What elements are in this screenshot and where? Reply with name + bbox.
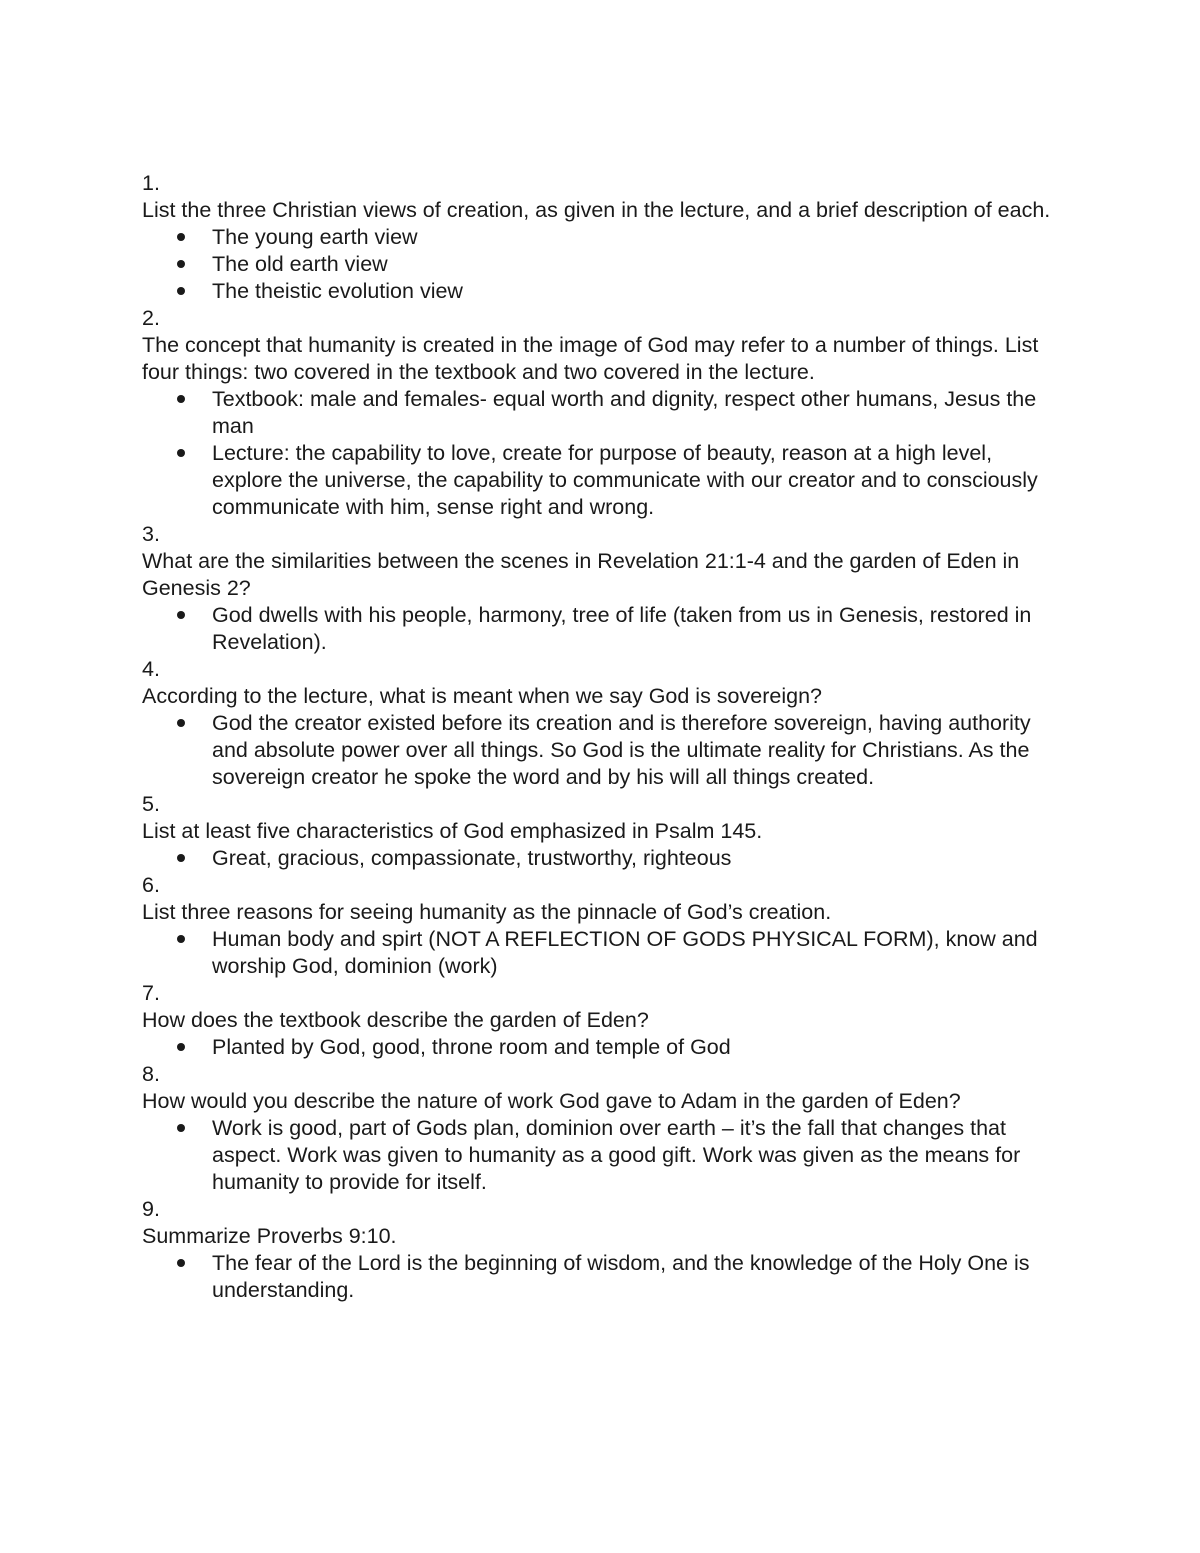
question-number: 6. [142, 873, 160, 897]
question-number: 8. [142, 1062, 160, 1086]
question-text: How does the textbook describe the garden of Eden? [142, 1008, 649, 1032]
answer-item [212, 1250, 1062, 1304]
question-text: The concept that humanity is created in the image of God may refer to a number of things. List four things: two covered in the textbook and two covered in the lecture. [142, 333, 1039, 384]
question-number: 7. [142, 981, 160, 1005]
question-5 [142, 791, 1062, 872]
answer-text: The young earth view [212, 225, 418, 249]
answer-item [212, 278, 1062, 305]
answer-list [142, 602, 1062, 656]
answer-item [212, 1115, 1062, 1196]
answer-text: Work is good, part of Gods plan, dominion over earth – it’s the fall that changes that aspect. Work was given to humanity as a good gift. Work was given as the means for humanity to provide for itself. [212, 1116, 1021, 1194]
question-number: 2. [142, 306, 160, 330]
question-text: List the three Christian views of creation, as given in the lecture, and a brief description of each. [142, 198, 1051, 222]
answer-text: Human body and spirt (NOT A REFLECTION OF GODS PHYSICAL FORM), know and worship God, dominion (work) [212, 927, 1038, 978]
answer-item [212, 251, 1062, 278]
question-number: 1. [142, 171, 160, 195]
question-number: 5. [142, 792, 160, 816]
answer-item [212, 386, 1062, 440]
answer-item [212, 710, 1062, 791]
question-text: List three reasons for seeing humanity as the pinnacle of God’s creation. [142, 900, 832, 924]
answer-list [142, 926, 1062, 980]
answer-list [142, 710, 1062, 791]
question-number: 3. [142, 522, 160, 546]
question-text: According to the lecture, what is meant when we say God is sovereign? [142, 684, 822, 708]
answer-list [142, 1250, 1062, 1304]
question-6 [142, 872, 1062, 980]
answer-text: Textbook: male and females- equal worth and dignity, respect other humans, Jesus the man [212, 387, 1037, 438]
answer-list [142, 386, 1062, 521]
answer-item [212, 845, 1062, 872]
question-7 [142, 980, 1062, 1061]
document-page [142, 170, 1062, 1304]
answer-text: God the creator existed before its creation and is therefore sovereign, having authority and absolute power over all things. So God is the ultimate reality for Christians. As the sovereign creator he spoke the word and by his will all things created. [212, 711, 1031, 789]
question-9 [142, 1196, 1062, 1304]
question-text: How would you describe the nature of work God gave to Adam in the garden of Eden? [142, 1089, 961, 1113]
question-8 [142, 1061, 1062, 1196]
answer-item [212, 602, 1062, 656]
answer-item [212, 1034, 1062, 1061]
question-text: What are the similarities between the scenes in Revelation 21:1-4 and the garden of Eden in Genesis 2? [142, 549, 1020, 600]
answer-item [212, 440, 1062, 521]
answer-list [142, 845, 1062, 872]
answer-text: Great, gracious, compassionate, trustworthy, righteous [212, 846, 732, 870]
question-number: 4. [142, 657, 160, 681]
question-text: List at least five characteristics of God emphasized in Psalm 145. [142, 819, 763, 843]
question-3 [142, 521, 1062, 656]
question-text: Summarize Proverbs 9:10. [142, 1224, 397, 1248]
question-2 [142, 305, 1062, 521]
question-1 [142, 170, 1062, 305]
question-4 [142, 656, 1062, 791]
answer-text: God dwells with his people, harmony, tree of life (taken from us in Genesis, restored in Revelation). [212, 603, 1032, 654]
question-number: 9. [142, 1197, 160, 1221]
answer-list [142, 1034, 1062, 1061]
answer-text: Lecture: the capability to love, create for purpose of beauty, reason at a high level, explore the universe, the capability to communicate with our creator and to consciously communicate with him, sense right and wrong. [212, 441, 1038, 519]
answer-text: The fear of the Lord is the beginning of wisdom, and the knowledge of the Holy One is understanding. [212, 1251, 1030, 1302]
answer-item [212, 224, 1062, 251]
answer-item [212, 926, 1062, 980]
answer-list [142, 1115, 1062, 1196]
answer-text: Planted by God, good, throne room and temple of God [212, 1035, 731, 1059]
answer-text: The old earth view [212, 252, 388, 276]
answer-list [142, 224, 1062, 305]
answer-text: The theistic evolution view [212, 279, 463, 303]
